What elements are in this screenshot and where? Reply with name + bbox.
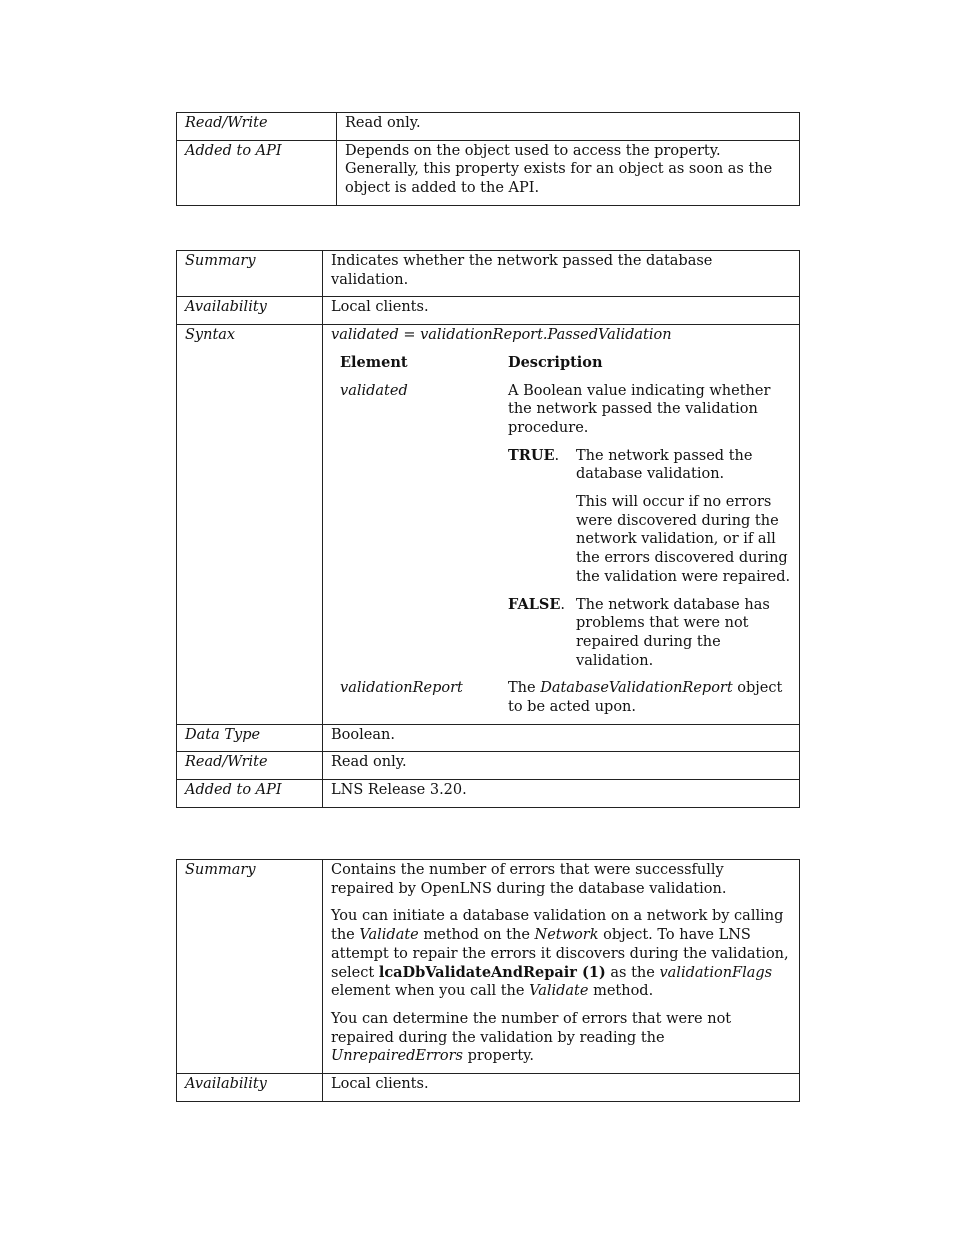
element-name-validated: validated	[340, 382, 408, 399]
property-table-repaired-errors	[176, 859, 800, 1102]
value-false	[508, 596, 791, 671]
table-row	[331, 679, 791, 716]
element-name-validation-report: validationReport	[340, 680, 463, 697]
value-desc-true: The network passed the database validation. This will occur if no errors were discovered during the network validation, or if all the errors discovered during the validation were repaired.	[576, 447, 791, 585]
property-table-1	[176, 112, 800, 206]
syntax-line: validated = validationReport.PassedValidation	[331, 327, 672, 344]
table-row	[177, 251, 800, 297]
row-value-availability: Local clients.	[323, 1074, 800, 1102]
row-label-summary: Summary	[177, 860, 323, 1074]
row-label-read-write: Read/Write	[177, 752, 323, 780]
element-description-validated	[508, 382, 791, 680]
row-value-summary	[323, 860, 800, 1074]
element-description-validation-report: The DatabaseValidationReport object to be acted upon.	[508, 680, 783, 716]
row-label-summary: Summary	[177, 251, 323, 297]
value-desc-false: The network database has problems that were not repaired during the validation.	[576, 596, 770, 669]
element-header: Element	[340, 353, 408, 371]
property-table-passed-validation	[176, 250, 800, 808]
table-row	[177, 140, 800, 205]
table-row	[177, 752, 800, 780]
table-row	[177, 113, 800, 141]
element-table-header	[331, 354, 791, 382]
value-key-false: FALSE.	[508, 595, 566, 613]
row-label-availability: Availability	[177, 1074, 323, 1102]
row-label-data-type: Data Type	[177, 724, 323, 752]
row-value-availability: Local clients.	[323, 297, 800, 325]
table-row	[177, 780, 800, 808]
table-row	[177, 297, 800, 325]
row-value-data-type: Boolean.	[323, 724, 800, 752]
element-table	[331, 354, 791, 717]
row-value-summary: Indicates whether the network passed the database validation.	[323, 251, 800, 297]
table-row	[177, 325, 800, 725]
row-value-added-to-api: LNS Release 3.20.	[323, 780, 800, 808]
summary-paragraph-1: Contains the number of errors that were successfully repaired by OpenLNS during the database validation.	[331, 862, 727, 897]
value-true	[508, 447, 791, 587]
row-value-syntax	[323, 325, 800, 725]
row-label-syntax: Syntax	[177, 325, 323, 725]
description-header: Description	[508, 353, 603, 371]
table-row	[177, 724, 800, 752]
value-key-true: TRUE.	[508, 446, 560, 464]
validated-description: A Boolean value indicating whether the network passed the validation procedure.	[508, 382, 771, 436]
row-label-added-to-api: Added to API	[177, 780, 323, 808]
table-row	[177, 1074, 800, 1102]
table-row	[331, 382, 791, 680]
summary-paragraph-2: You can initiate a database validation on a network by calling the Validate method on the Network object. To have LNS attempt to repair the errors it discovers during the validation, select lcaDbValidateAndRepair (1) as the validationFlags element when you call the Validate method.	[331, 908, 789, 1000]
row-value-read-write: Read only.	[337, 113, 800, 141]
summary-paragraph-3: You can determine the number of errors that were not repaired during the validation by reading the UnrepairedErrors property.	[331, 1010, 732, 1065]
row-value-read-write: Read only.	[323, 752, 800, 780]
row-label-added-to-api: Added to API	[177, 140, 337, 205]
row-value-added-to-api: Depends on the object used to access the property. Generally, this property exists for an object as soon as the object is added to the API.	[337, 140, 800, 205]
row-label-read-write: Read/Write	[177, 113, 337, 141]
table-row	[177, 860, 800, 1074]
row-label-availability: Availability	[177, 297, 323, 325]
